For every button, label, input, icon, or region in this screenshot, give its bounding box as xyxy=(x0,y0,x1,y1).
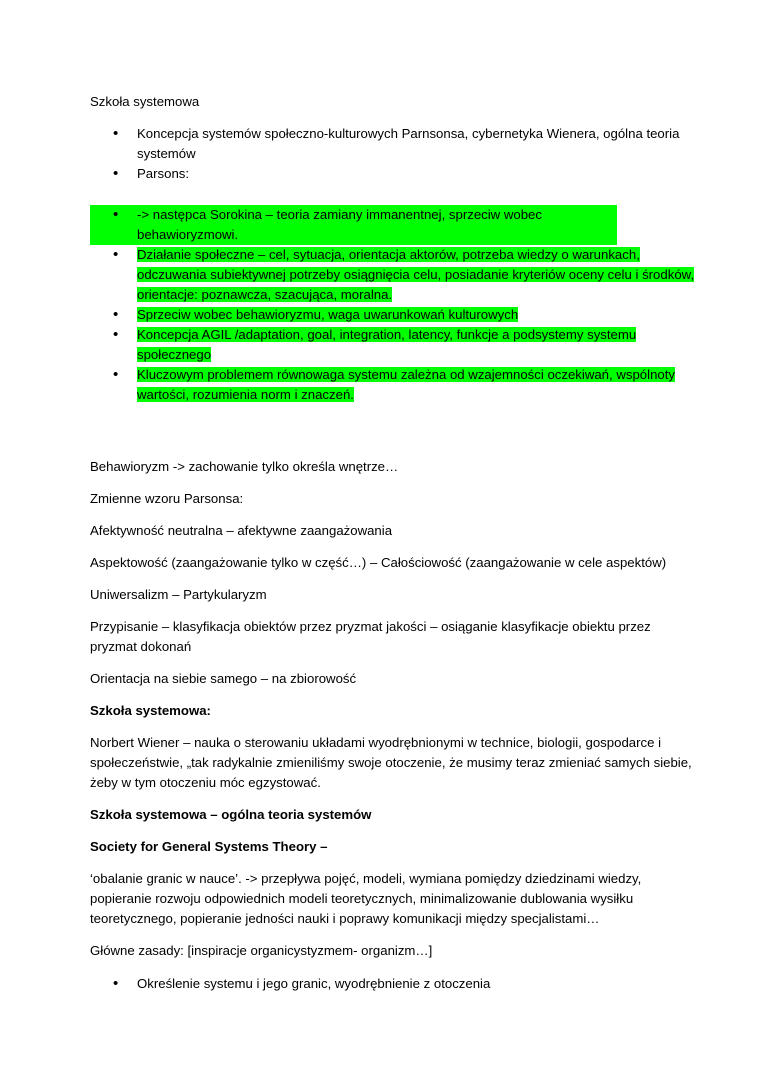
paragraph-afektywnosc: Afektywność neutralna – afektywne zaangażowania xyxy=(90,523,393,538)
paragraph-obalanie: ‘obalanie granic w nauce’. -> przepływa pojęć, modeli, wymiana pomiędzy dziedzinami wiedzy, popieranie rozwoju odpowiednich modeli teoretycznych, minimalizowanie dublowania wysiłku teoretycznego, popieranie jedności nauki i poprawy komunikacji między specjalistami… xyxy=(90,871,642,926)
list-item: • Określenie systemu i jego granic, wyodrębnienie z otoczenia xyxy=(90,974,700,994)
list-item: • Parsons: xyxy=(90,164,700,184)
list-item: • Koncepcja AGIL /adaptation, goal, integration, latency, funkcje a podsystemy systemu społecznego xyxy=(90,325,700,365)
paragraph-przypisanie: Przypisanie – klasyfikacja obiektów przez pryzmat jakości – osiąganie klasyfikacje obiektu przez pryzmat dokonań xyxy=(90,619,651,654)
paragraph-zasady: Główne zasady: [inspiracje organicystyzmem- organizm…] xyxy=(90,943,433,958)
list-item: • Koncepcja systemów społeczno-kulturowych Parnsonsa, cybernetyka Wienera, ogólna teoria systemów xyxy=(90,124,700,164)
paragraph-zmienne: Zmienne wzoru Parsonsa: xyxy=(90,491,244,506)
principles-bullet-list xyxy=(90,974,700,994)
intro-bullet-list xyxy=(90,124,700,184)
section-heading: Szkoła systemowa: xyxy=(90,703,211,718)
section-heading: Szkoła systemowa – ogólna teoria systemów xyxy=(90,807,372,822)
document-title: Szkoła systemowa xyxy=(90,94,200,109)
list-item: • Działanie społeczne – cel, sytuacja, orientacja aktorów, potrzeba wiedzy o warunkach, odczuwania subiektywnej potrzeby osiągnięcia celu, posiadanie kryteriów oceny celu i środków, orientacje: poznawcza, szacująca, moralna. xyxy=(90,245,700,305)
paragraph-aspektowosc: Aspektowość (zaangażowanie tylko w część…) – Całościowość (zaangażowanie w cele aspektów) xyxy=(90,555,667,570)
list-item: • -> następca Sorokina – teoria zamiany immanentnej, sprzeciw wobec behawioryzmowi. xyxy=(90,205,617,245)
list-item: • Sprzeciw wobec behawioryzmu, waga uwarunkowań kulturowych xyxy=(90,305,700,325)
list-item: • Kluczowym problemem równowaga systemu zależna od wzajemności oczekiwań, wspólnoty wartości, rozumienia norm i znaczeń. xyxy=(90,365,700,405)
section-heading: Society for General Systems Theory – xyxy=(90,839,328,854)
paragraph-orientacja: Orientacja na siebie samego – na zbiorowość xyxy=(90,671,357,686)
paragraph-behawioryzm: Behawioryzm -> zachowanie tylko określa wnętrze… xyxy=(90,459,399,474)
highlighted-bullet-list xyxy=(90,205,700,405)
paragraph-uniwersalizm: Uniwersalizm – Partykularyzm xyxy=(90,587,267,602)
paragraph-wiener: Norbert Wiener – nauka o sterowaniu układami wyodrębnionymi w technice, biologii, gospodarce i społeczeństwie, „tak radykalnie zmieniliśmy swoje otoczenie, że musimy teraz zmieniać samych siebie, żeby w tym otoczeniu móc egzystować. xyxy=(90,735,692,790)
